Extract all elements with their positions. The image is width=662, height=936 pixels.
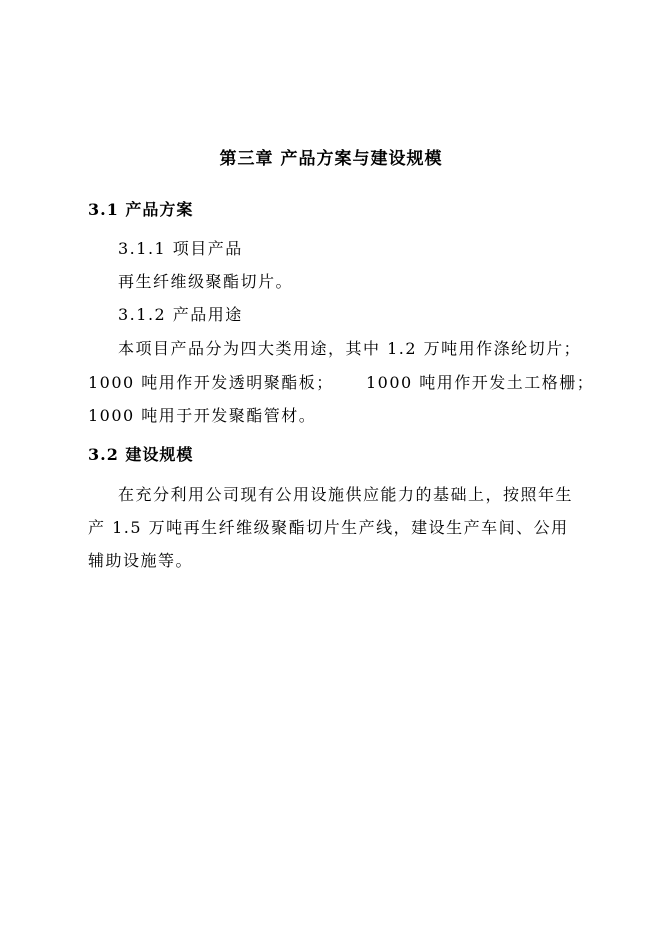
paragraph-scale-line-2: 产 1.5 万吨再生纤维级聚酯切片生产线，建设生产车间、公用 (88, 518, 569, 537)
chapter-title: 第三章 产品方案与建设规模 (219, 149, 443, 169)
paragraph-usage-line-3: 1000 吨用于开发聚酯管材。 (88, 406, 317, 425)
paragraph-usage-line-2b: 1000 吨用作开发土工格栅； (366, 373, 595, 392)
paragraph-scale-line-1: 在充分利用公司现有公用设施供应能力的基础上，按照年生 (118, 485, 574, 504)
paragraph-product: 再生纤维级聚酯切片。 (118, 272, 294, 291)
paragraph-usage-line-2a: 1000 吨用作开发透明聚酯板； (88, 373, 334, 392)
section-heading-3-2: 3.2 建设规模 (88, 445, 194, 464)
paragraph-usage-line-1: 本项目产品分为四大类用途，其中 1.2 万吨用作涤纶切片； (118, 339, 582, 358)
section-heading-3-1: 3.1 产品方案 (88, 200, 194, 219)
paragraph-scale-line-3: 辅助设施等。 (88, 551, 194, 570)
subsection-heading-3-1-2: 3.1.2 产品用途 (118, 305, 243, 324)
subsection-heading-3-1-1: 3.1.1 项目产品 (118, 239, 243, 258)
